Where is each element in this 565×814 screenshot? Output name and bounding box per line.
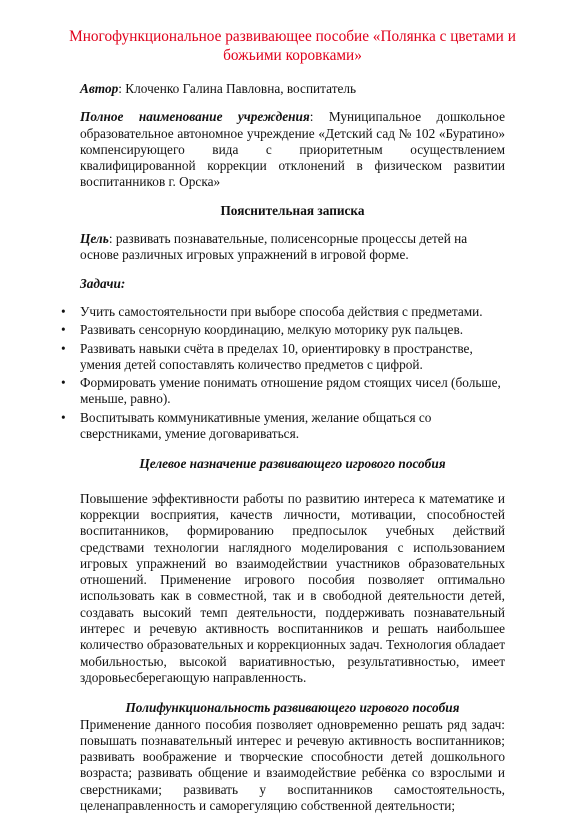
- poly-heading: Полифункциональность развивающего игрового пособия: [80, 700, 505, 716]
- goal-paragraph: [80, 231, 505, 264]
- author-text: : Клоченко Галина Павловна, воспитатель: [118, 81, 356, 96]
- bullet-icon: •: [61, 341, 66, 357]
- task-item: • Развивать навыки счёта в пределах 10, ориентировку в пространстве, умения детей сопоставлять количество предметов с цифрой.: [61, 341, 505, 374]
- author-line: [80, 81, 505, 97]
- institution-label: Полное наименование учреждения: [80, 109, 310, 124]
- purpose-paragraph: Повышение эффективности работы по развитию интереса к математике и коррекции восприятия, качеств личности, мотивации, способностей воспитанников, формированию предпосылок учебных действий средствами технологии наглядного моделирования с использованием игровых упражнений во взаимодействии участников образовательных отношений. Применение игрового пособия позволяет оптимально использовать как в совместной, так и в свободной деятельности детей, создавать высокий темп деятельности, поддерживать познавательный интерес и речевую активность воспитанников и решать наибольшее количество образовательных и коррекционных задач. Технология обладает мобильностью, высокой вариативностью, результативностью, имеет здоровьесберегающую направленность.: [80, 491, 505, 687]
- tasks-list: [61, 304, 505, 442]
- purpose-heading: Целевое назначение развивающего игрового пособия: [80, 456, 505, 472]
- note-heading: Пояснительная записка: [80, 203, 505, 219]
- task-item: • Формировать умение понимать отношение рядом стоящих чисел (больше, меньше, равно).: [61, 375, 505, 408]
- institution-text: : Муниципальное дошкольное образовательное автономное учреждение «Детский сад № 102 «Буратино» компенсирующего вида с приоритетным осуществлением квалифицированной коррекции отклонений в физическом развитии воспитанников г. Орска»: [80, 109, 505, 189]
- task-item: • Воспитывать коммуникативные умения, желание общаться со сверстниками, умение договариваться.: [61, 410, 505, 443]
- institution-paragraph: [80, 109, 505, 190]
- goal-label: Цель: [80, 231, 109, 246]
- document-title: Многофункциональное развивающее пособие «Полянка с цветами и божьими коровками»: [60, 27, 525, 65]
- bullet-icon: •: [61, 375, 66, 391]
- task-item: • Учить самостоятельности при выборе способа действия с предметами.: [61, 304, 505, 320]
- goal-text: : развивать познавательные, полисенсорные процессы детей на основе различных игровых упражнений в игровой форме.: [80, 231, 467, 262]
- bullet-icon: •: [61, 322, 66, 338]
- bullet-icon: •: [61, 410, 66, 426]
- author-label: Автор: [80, 81, 118, 96]
- tasks-label: Задачи:: [80, 276, 505, 292]
- task-item: • Развивать сенсорную координацию, мелкую моторику рук пальцев.: [61, 322, 505, 338]
- bullet-icon: •: [61, 304, 66, 320]
- poly-paragraph: Применение данного пособия позволяет одновременно решать ряд задач: повышать познавательный интерес и речевую активность воспитанников; развивать воображение и творческие способности детей дошкольного возраста; развивать общение и взаимодействие ребёнка со взрослыми и сверстниками; развивать у воспитанников самостоятельность, целенаправленность и саморегуляцию собственной деятельности;: [80, 717, 505, 814]
